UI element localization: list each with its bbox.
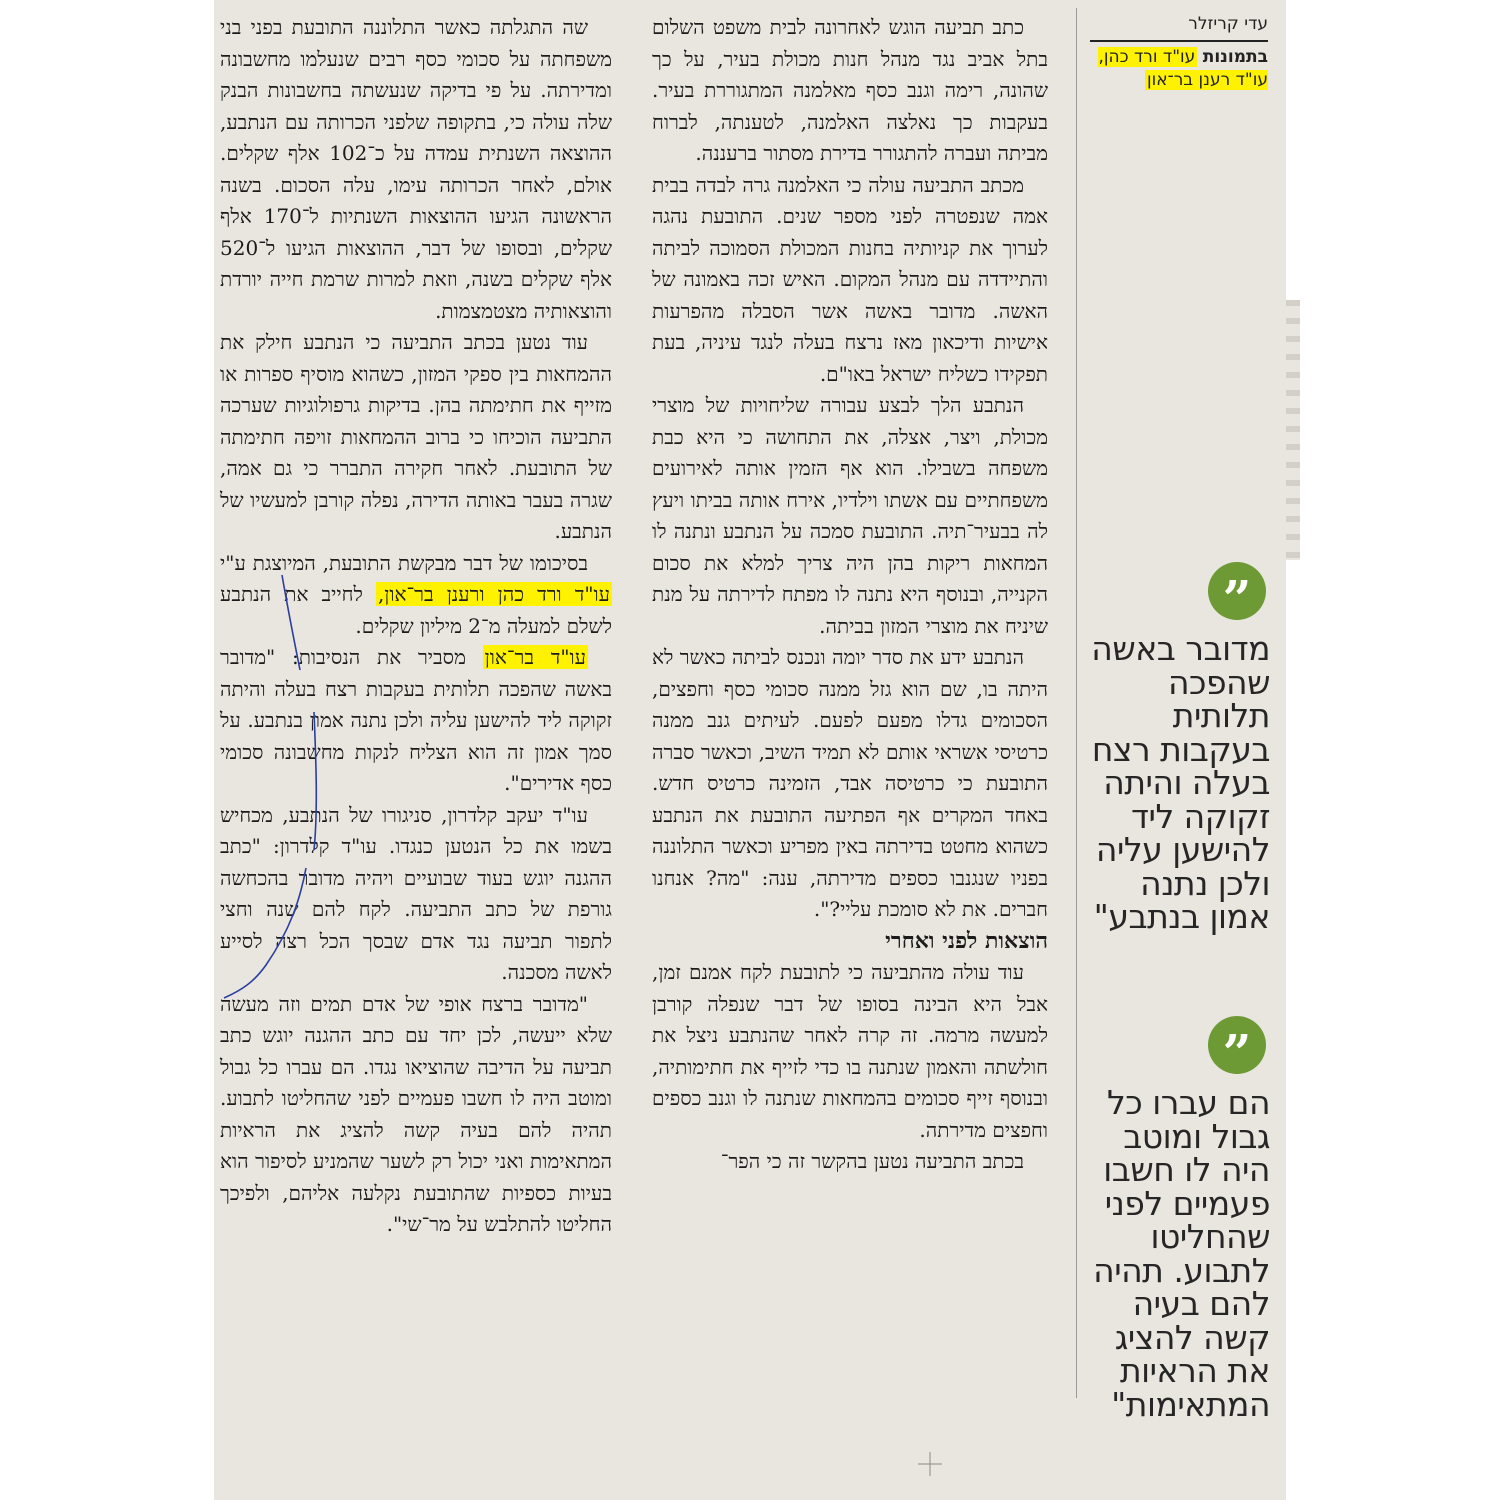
paragraph [220, 548, 612, 643]
highlighted-names: עו"ד ורד כהן ורענן בר־און, [377, 582, 610, 606]
text-run: מסביר את הנסיבות: "מדובר באשה שהפכה תלותית בעקבות רצח בעלה והיתה זקוקה ליד להישען עליה ולכן נתנה אמון בנתבע. על סמך אמון זה הוא הצליח לנקות מחשבונה סכומי כסף אדירים". [220, 645, 612, 795]
highlighted-name: עו"ד בר־און [484, 645, 586, 669]
paragraph: שה התגלתה כאשר התלוננה התובעת בפני בני משפחתה על סכומי כסף רבים שנעלמו מחשבונה ומדירתה. על פי בדיקה שנעשתה בחשבונות הבנק שלה עולה כי, בתקופה שלפני הכרותה עם הנתבע, ההוצאה השנתית עמדה על כ־102 אלף שקלים. אולם, לאחר הכרותה עימו, עלה הסכום. בשנה הראשונה הגיעו ההוצאות השנתיות ל־170 אלף שקלים, ובסופו של דבר, ההוצאות הגיעו ל־520 אלף שקלים בשנה, וזאת למרות שרמת חייה יורדת והוצאותיה מצטמצמות. [220, 15, 613, 323]
paragraph: עוד נטען בכתב התביעה כי הנתבע חילק את ההמחאות בין ספקי המזון, כשהוא מוסיף ספרות או מזייף את חתימתה בהן. בדיקות גרפולוגיות שערכה התביעה הוכיחו כי ברוב ההמחאות זויפה חתימתה של התובעת. לאחר חקירה התברר כי גם אמה, שגרה בעבר באותה הדירה, נפלה קורבן למעשיו של הנתבע. [220, 330, 612, 543]
quote-icon: ” [1208, 1016, 1266, 1074]
paragraph: עו"ד יעקב קלדרון, סניגורו של הנתבע, מכחיש בשמו את כל הנטען כנגדו. עו"ד קלדרון: "כתב ההגנה יוגש בעוד שבועיים ויהיה מדובר בהכחשה גורפת של כתב התביעה. לקח להם שנה וחצי לתפור תביעה נגד אדם שבסך הכל רצה לסייע לאשה מסכנה. [220, 802, 612, 984]
paragraph: בכתב התביעה נטען בהקשר זה כי הפר־ [720, 1149, 1024, 1173]
byline-box [1090, 14, 1268, 92]
article-column-left [220, 12, 612, 1241]
article-column-right [652, 12, 1048, 1178]
paragraph: הנתבע הלך לבצע עבורה שליחויות של מוצרי מכולת, ויצר, אצלה, את התחושה כי היא כבת משפחה בשבילו. הוא אף הזמין אותה לאירועים משפחתיים עם אשתו וילדיו, אירח אותה בביתו ויעץ לה בבעיר־תיה. התובעת סמכה על הנתבע ונתנה לו המחאות ריקות בהן היה צריך למלא את סכום הקנייה, ובנוסף היא נתנה לו מפתח לדירתה על מנת שיניח את מוצרי המזון בביתה. [652, 393, 1048, 638]
photo-credit-names: עו"ד ורד כהן, עו"ד רענן בר־און [1098, 47, 1268, 90]
photo-credit [1090, 46, 1268, 92]
paragraph: מכתב התביעה עולה כי האלמנה גרה לבדה בבית אמה שנפטרה לפני מספר שנים. התובעת נהגה לערוך את קניותיה בחנות המכולת הסמוכה לביתה והתיידדה עם מנהל המקום. האיש זכה באמונה של האשה. מדובר באשה אשר הסבלה מהפרעות אישיות ודיכאון מאז נרצח בעלה לנגד עיניה, בעת תפקידו כשליח ישראל באו"ם. [652, 172, 1048, 386]
pull-quote-1: מדובר באשה שהפכה תלותית בעקבות רצח בעלה והיתה זקוקה ליד להישען עליה ולכן נתנה אמון בנתבע" [1091, 629, 1270, 936]
text-run: לחייב את הנתבע לשלם למעלה מ־2 מיליון שקלים. [220, 582, 612, 638]
adjacent-page-edge [1286, 300, 1300, 560]
quote-icon: ” [1208, 562, 1266, 620]
paragraph: כתב תביעה הוגש לאחרונה לבית משפט השלום בתל אביב נגד מנהל חנות מכולת בעיר, על כך שהונה, רימה וגנב כסף מאלמנה המתגוררת בעיר. בעקבות כך נאלצה האלמנה, לטענתה, לברוח מביתה ועברה להתגורר בדירת מסתור ברעננה. [652, 15, 1048, 165]
column-divider [1076, 8, 1077, 1398]
paragraph: "מדובר ברצח אופי של אדם תמים וזה מעשה שלא ייעשה, לכן יחד עם כתב ההגנה יוגש כתב תביעה על הדיבה שהוציאו נגדו. הם עברו כל גבול ומוטב היה לו חשבו פעמיים לפני שהחליטו לתבוע. תהיה להם בעיה קשה להציג את הראיות המתאימות ואני יכול רק לשער שהמניע לסיפור הוא בעיות כספיות שהתובעת נקלעה אליהם, ולפיכך החליטו להתלבש על מר־שי". [220, 991, 612, 1236]
subheading: הוצאות לפני ואחרי [885, 927, 1048, 954]
byline: עדי קריזלר [1090, 14, 1268, 42]
paragraph [220, 642, 612, 800]
paragraph: עוד עולה מהתביעה כי לתובעת לקח אמנם זמן, אבל היא הבינה בסופו של דבר שנפלה קורבן למעשה מרמה. זה קרה לאחר שהנתבע ניצל את חולשתה והאמון שנתנה בו כדי לזייף את חתימותיה, ובנוסף זייף סכומים בהמחאות שנתנה לו וגנב כספים וחפצים מדירתה. [652, 960, 1048, 1142]
text-run: בסיכומו של דבר מבקשת התובעת, המיוצגת ע"י [220, 550, 588, 575]
photo-credit-prefix: בתמונות [1202, 47, 1268, 67]
pull-quote-2: הם עברו כל גבול ומוטב היה לו חשבו פעמיים לפני שהחליטו לתבוע. תהיה להם בעיה קשה להציג את הראיות המתאימות" [1093, 1083, 1270, 1424]
paragraph: הנתבע ידע את סדר יומה ונכנס לביתה כאשר לא היתה בו, שם הוא גזל ממנה סכומי כסף וחפצים, הסכומים גדלו מפעם לפעם. לעיתים גנב ממנה כרטיסי אשראי אותם לא תמיד השיב, וכאשר סברה התובעת כי כרטיסה אבד, הזמינה כרטיס חדש. באחד המקרים אף הפתיעה התובעת את הנתבע כשהוא מחטט בדירתה באין מפריע וכאשר התלוננה בפניו שנגנבו כספים מדירתה, ענה: "מה? אנחנו חברים. את לא סומכת עליי?". [652, 645, 1048, 921]
